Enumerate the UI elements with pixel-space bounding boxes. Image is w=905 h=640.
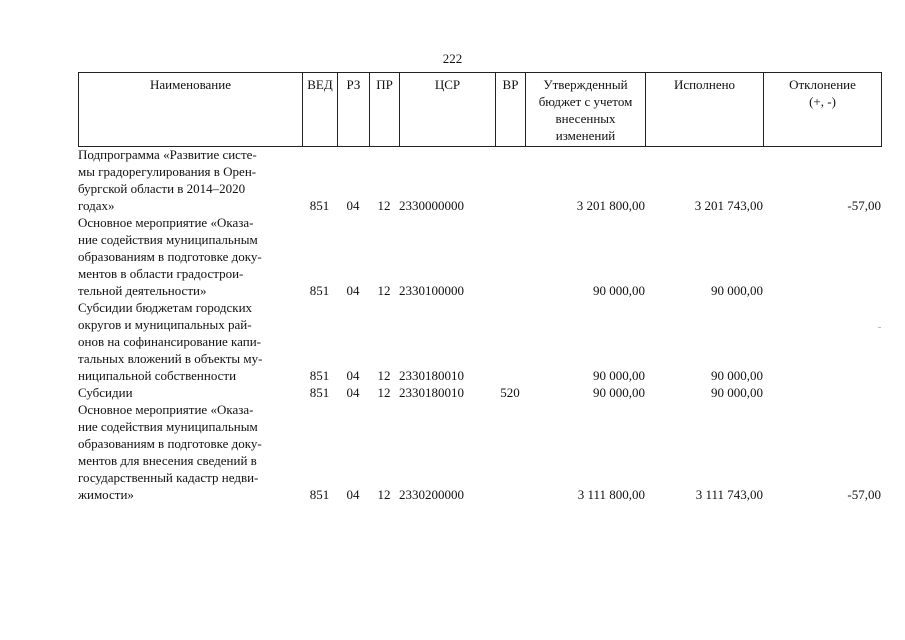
table-header xyxy=(78,72,882,147)
name-line: государственный кадастр недви- xyxy=(78,470,259,485)
cell-deviation xyxy=(763,384,881,401)
cell-rz: 04 xyxy=(346,198,360,213)
cell-vr xyxy=(495,214,525,299)
name-line: образованиям в подготовке доку- xyxy=(78,249,262,264)
scan-mark xyxy=(878,327,881,328)
header-deviation xyxy=(764,73,882,147)
header-approved-line: Утвержденный xyxy=(543,77,628,92)
cell-pr: 12 xyxy=(377,283,391,298)
cell-approved: 3 201 800,00 xyxy=(576,198,645,213)
header-deviation-line: Отклонение xyxy=(789,77,856,92)
cell-pr: 12 xyxy=(377,368,391,383)
cell-csr: 2330180010 xyxy=(399,385,464,400)
header-pr: ПР xyxy=(370,73,400,147)
header-vr: ВР xyxy=(496,73,526,147)
cell-rz: 04 xyxy=(346,283,360,298)
header-name: Наименование xyxy=(79,73,303,147)
cell-executed: 3 201 743,00 xyxy=(694,198,763,213)
header-ved: ВЕД xyxy=(303,73,338,147)
header-approved-line: изменений xyxy=(555,128,616,143)
cell-deviation xyxy=(763,299,881,384)
header-csr: ЦСР xyxy=(400,73,496,147)
cell-deviation: -57,00 xyxy=(847,487,881,502)
cell-executed: 90 000,00 xyxy=(711,368,763,383)
cell-executed: 90 000,00 xyxy=(711,385,763,400)
cell-pr: 12 xyxy=(377,385,391,400)
name-line: жимости» xyxy=(78,487,134,502)
cell-pr: 12 xyxy=(377,487,391,502)
header-rz: РЗ xyxy=(338,73,370,147)
table-row xyxy=(78,384,881,401)
table-row xyxy=(78,146,881,214)
row-name xyxy=(78,401,302,503)
table-row xyxy=(78,299,881,384)
cell-ved: 851 xyxy=(309,385,330,400)
cell-ved: 851 xyxy=(309,368,330,383)
cell-approved: 90 000,00 xyxy=(593,385,645,400)
name-line: ниципальной собственности xyxy=(78,368,237,383)
row-name xyxy=(78,146,302,214)
name-line: ментов для внесения сведений в xyxy=(78,453,257,468)
cell-ved: 851 xyxy=(309,198,330,213)
header-deviation-line: (+, -) xyxy=(809,94,836,109)
row-name xyxy=(78,299,302,384)
cell-vr xyxy=(495,146,525,214)
table-row xyxy=(78,214,881,299)
table-body xyxy=(78,146,881,503)
row-name xyxy=(78,384,302,401)
name-line: ние содействия муниципальным xyxy=(78,419,258,434)
cell-deviation: -57,00 xyxy=(847,198,881,213)
name-line: образованиям в подготовке доку- xyxy=(78,436,262,451)
name-line: онов на софинансирование капи- xyxy=(78,334,262,349)
cell-csr: 2330100000 xyxy=(399,283,464,298)
cell-deviation xyxy=(763,214,881,299)
name-line: Основное мероприятие «Оказа- xyxy=(78,402,254,417)
name-line: ментов в области градострои- xyxy=(78,266,244,281)
cell-ved: 851 xyxy=(309,283,330,298)
name-line: ние содействия муниципальным xyxy=(78,232,258,247)
cell-ved: 851 xyxy=(309,487,330,502)
header-approved-line: внесенных xyxy=(555,111,616,126)
name-line: Основное мероприятие «Оказа- xyxy=(78,215,254,230)
cell-csr: 2330200000 xyxy=(399,487,464,502)
cell-vr xyxy=(495,401,525,503)
row-name xyxy=(78,214,302,299)
cell-approved: 90 000,00 xyxy=(593,368,645,383)
page-number: 222 xyxy=(442,51,463,66)
cell-csr: 2330180010 xyxy=(399,368,464,383)
cell-approved: 3 111 800,00 xyxy=(577,487,645,502)
name-line: мы градорегулирования в Орен- xyxy=(78,164,257,179)
name-line: Субсидии бюджетам городских xyxy=(78,300,253,315)
name-line: годах» xyxy=(78,198,115,213)
header-approved xyxy=(526,73,646,147)
name-line: Подпрограмма «Развитие систе- xyxy=(78,147,257,162)
name-line: бургской области в 2014–2020 xyxy=(78,181,246,196)
cell-csr: 2330000000 xyxy=(399,198,464,213)
header-approved-line: бюджет с учетом xyxy=(538,94,633,109)
name-line: Субсидии xyxy=(78,385,133,400)
name-line: тальных вложений в объекты му- xyxy=(78,351,263,366)
cell-rz: 04 xyxy=(346,487,360,502)
cell-executed: 90 000,00 xyxy=(711,283,763,298)
header-executed: Исполнено xyxy=(646,73,764,147)
cell-vr xyxy=(495,299,525,384)
cell-rz: 04 xyxy=(346,368,360,383)
name-line: округов и муниципальных рай- xyxy=(78,317,252,332)
cell-vr: 520 xyxy=(500,385,520,400)
cell-approved: 90 000,00 xyxy=(593,283,645,298)
table-row xyxy=(78,401,881,503)
cell-rz: 04 xyxy=(346,385,360,400)
cell-executed: 3 111 743,00 xyxy=(695,487,763,502)
name-line: тельной деятельности» xyxy=(78,283,207,298)
cell-pr: 12 xyxy=(377,198,391,213)
